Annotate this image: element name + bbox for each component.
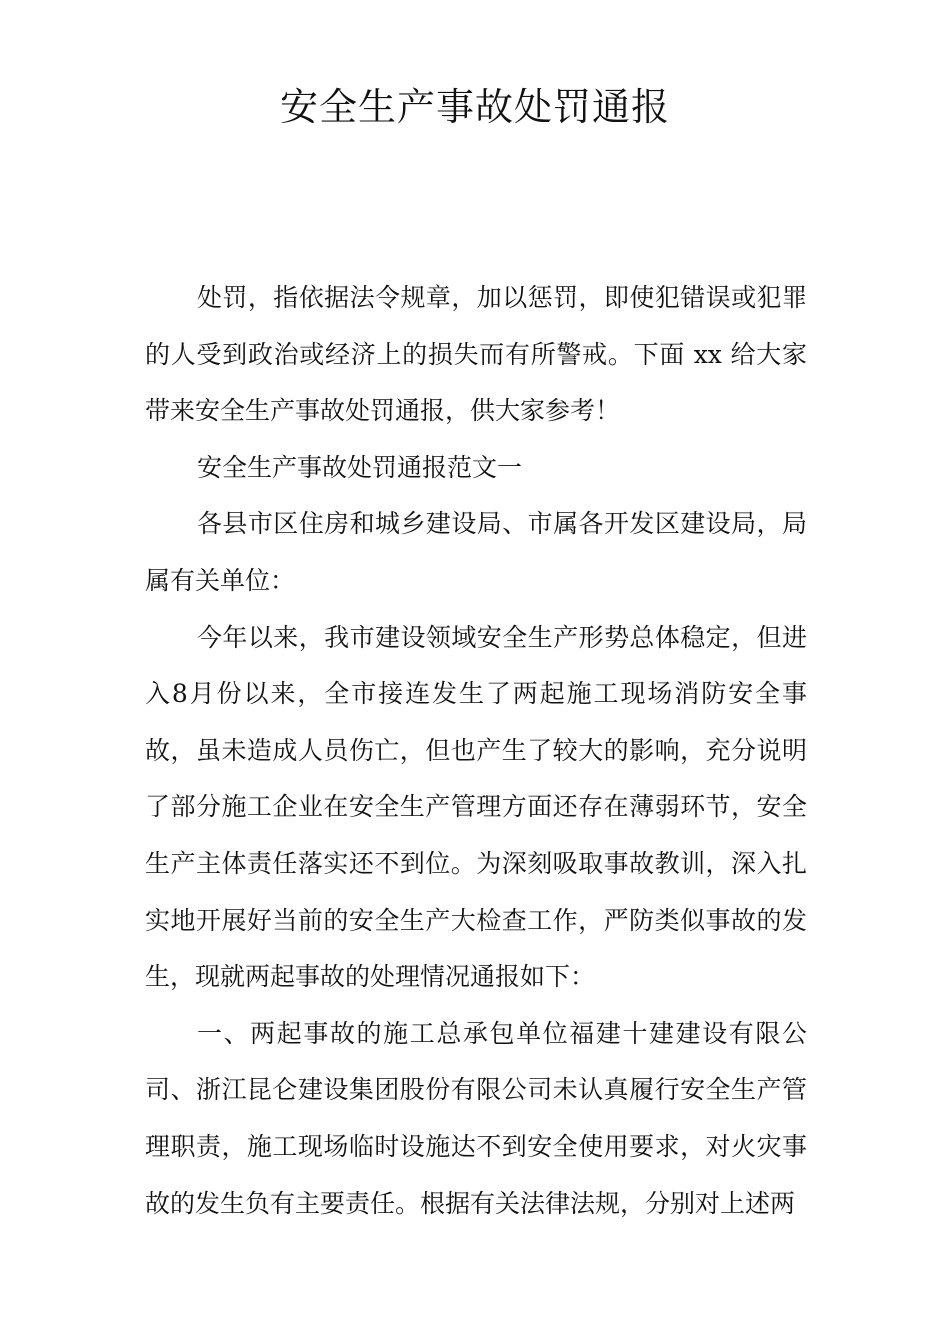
document-body xyxy=(145,270,807,1232)
paragraph-intro: 处罚，指依据法令规章，加以惩罚，即使犯错误或犯罪的人受到政治或经济上的损失而有所警戒。下面 xx 给大家带来安全生产事故处罚通报，供大家参考！ xyxy=(145,283,807,426)
paragraph-situation: 今年以来，我市建设领域安全生产形势总体稳定，但进入8月份以来，全市接连发生了两起施工现场消防安全事故，虽未造成人员伤亡，但也产生了较大的影响，充分说明了部分施工企业在安全生产管理方面还存在薄弱环节，安全生产主体责任落实还不到位。为深刻吸取事故教训，深入扎实地开展好当前的安全生产大检查工作，严防类似事故的发生，现就两起事故的处理情况通报如下： xyxy=(145,622,807,992)
paragraph-addressee: 各县市区住房和城乡建设局、市属各开发区建设局，局属有关单位： xyxy=(145,509,807,595)
document-title: 安全生产事故处罚通报 xyxy=(279,85,670,129)
paragraph-section-heading: 安全生产事故处罚通报范文一 xyxy=(197,452,523,482)
paragraph-item-one: 一、两起事故的施工总承包单位福建十建建设有限公司、浙江昆仑建设集团股份有限公司未认真履行安全生产管理职责，施工现场临时设施达不到安全使用要求，对火灾事故的发生负有主要责任。根据有关法律法规，分别对上述两 xyxy=(145,1018,807,1218)
